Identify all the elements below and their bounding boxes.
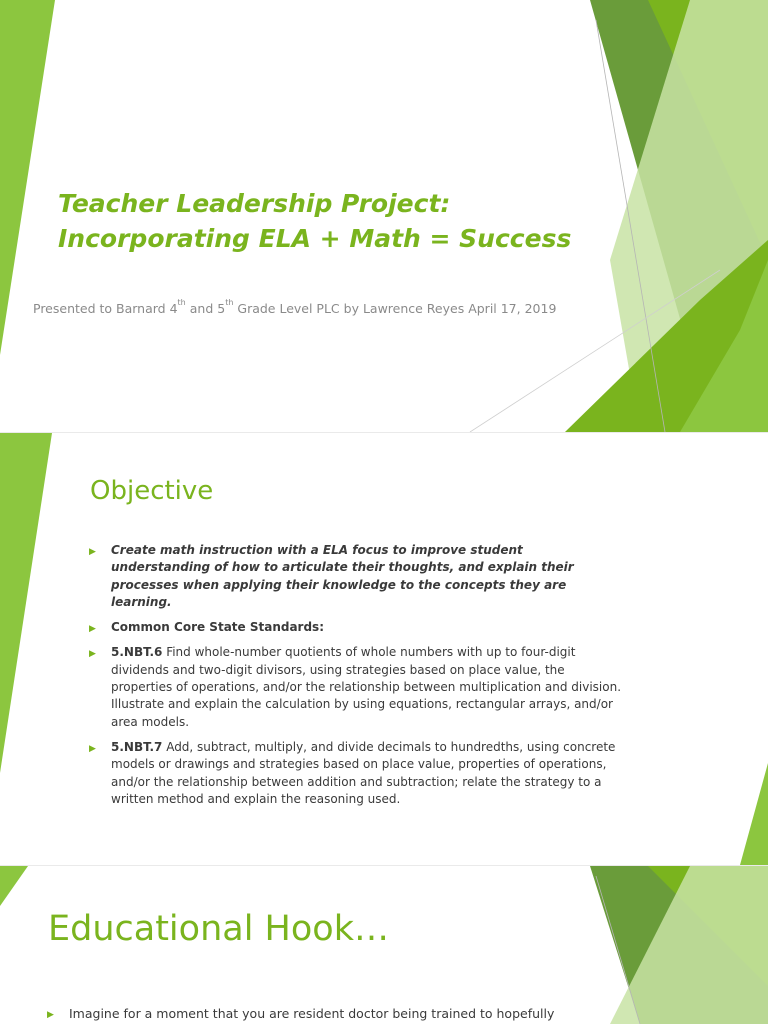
standard-code: 5.NBT.7 [111, 739, 163, 754]
triangle-arrow-icon: ▶ [47, 1010, 54, 1020]
slide1-title [58, 186, 598, 256]
objective-bullets [88, 542, 623, 816]
triangle-arrow-icon: ▶ [89, 649, 96, 660]
bullet-text: Add, subtract, multiply, and divide decimals to hundredths, using concrete models or drawings and strategies based on place value, properties of operations, and/or the relationship between addition and subtraction; relate the strategy to a written method and explain the reasoning used. [111, 739, 616, 806]
subtitle-sup-1: th [177, 298, 186, 307]
list-item [46, 1005, 626, 1022]
list-item [88, 542, 623, 611]
right-bottom-corner-shape [740, 763, 768, 865]
objective-title: Objective [90, 476, 214, 506]
subtitle-part-1: Presented to Barnard 4 [33, 301, 178, 316]
left-green-shape [0, 866, 28, 906]
triangle-arrow-icon: ▶ [89, 743, 96, 754]
standard-code: 5.NBT.6 [111, 645, 163, 660]
triangle-arrow-icon: ▶ [89, 547, 96, 557]
subtitle-sup-2: th [225, 298, 234, 307]
bullet-text: Common Core State Standards: [111, 620, 324, 635]
triangle-arrow-icon: ▶ [89, 624, 96, 635]
title-slide [0, 0, 768, 432]
bullet-text: Find whole-number quotients of whole numbers with up to four-digit dividends and two-digit divisors, using strategies based on place value, the properties of operations, and/or the relationship between multiplication and division. Illustrate and explain the calculation by using equations, rectangular arrays, and/or area models. [111, 645, 622, 729]
list-item [88, 739, 623, 808]
left-green-shape [0, 433, 52, 773]
title-line-1: Teacher Leadership Project: [58, 189, 451, 218]
bullet-text: Imagine for a moment that you are resident doctor being trained to hopefully [69, 1006, 555, 1021]
subtitle-part-3: Grade Level PLC by Lawrence Reyes April 17, 2019 [233, 301, 557, 316]
list-item [88, 619, 623, 636]
bullet-text: Create math instruction with a ELA focus to improve student understanding of how to articulate their thoughts, and explain their processes when applying their knowledge to the concepts they are learning. [111, 543, 574, 609]
subtitle-part-2: and 5 [185, 301, 226, 316]
list-item [88, 644, 623, 730]
title-line-2: Incorporating ELA + Math = Success [58, 224, 572, 253]
slide1-subtitle [33, 298, 557, 316]
hook-bullets [46, 1005, 626, 1030]
hook-title: Educational Hook… [48, 909, 389, 949]
